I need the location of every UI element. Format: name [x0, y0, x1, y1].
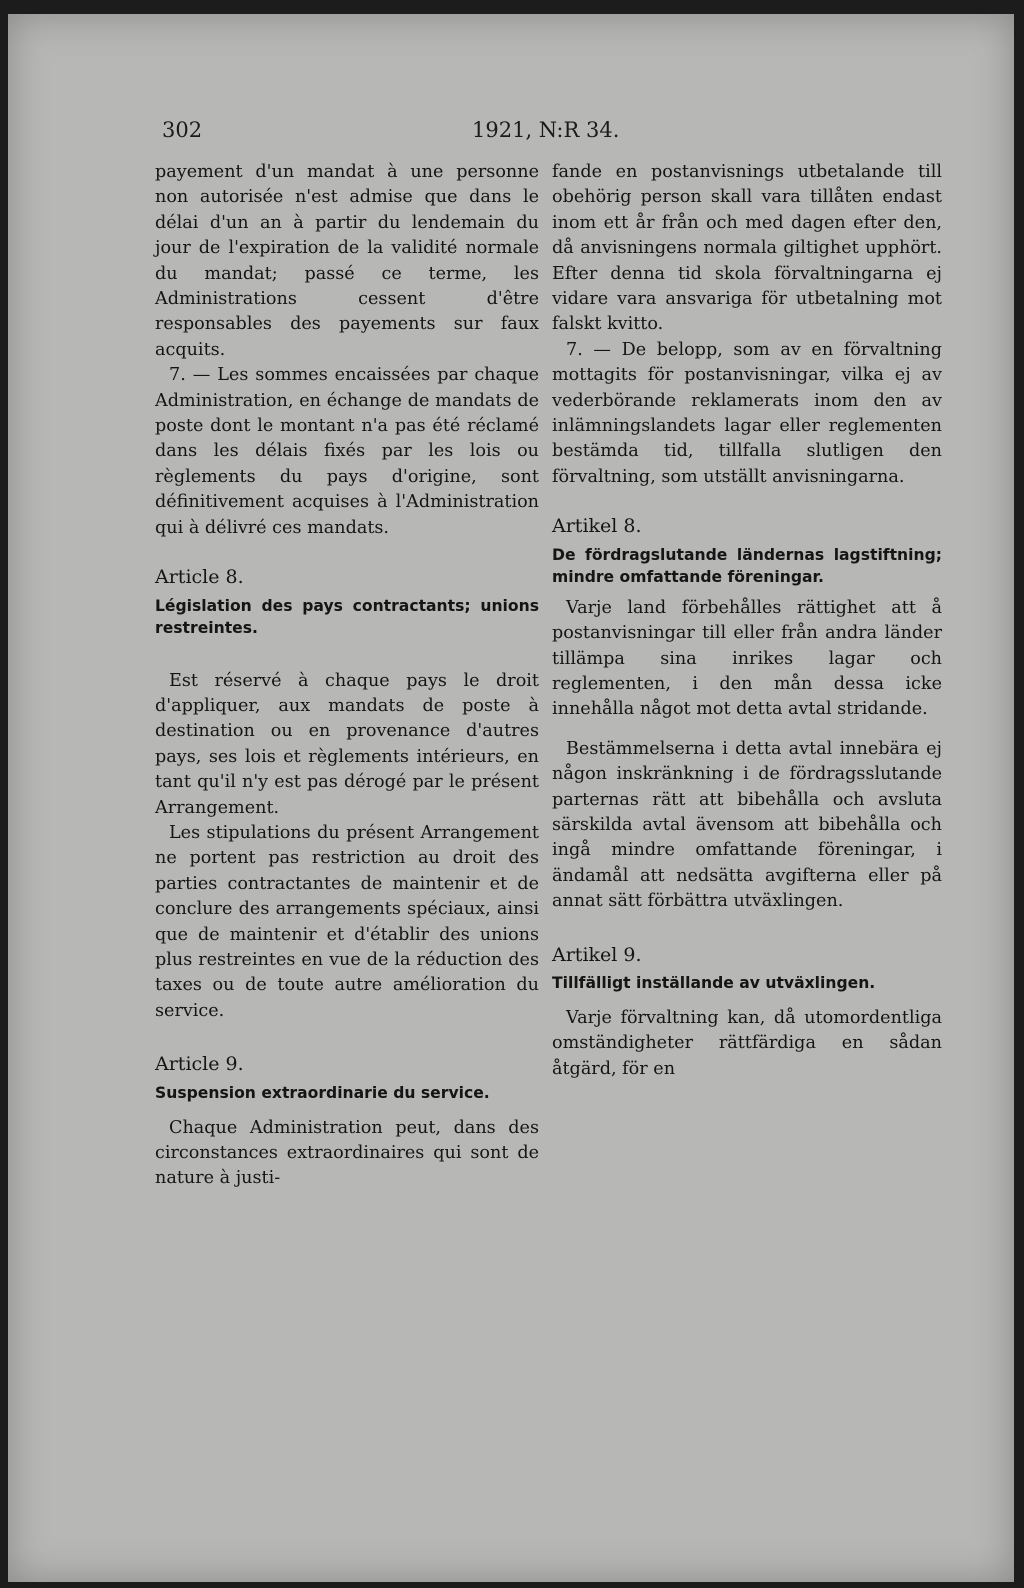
- article-heading: Artikel 8.: [552, 515, 642, 538]
- french-column: [155, 160, 539, 1192]
- article-heading: Artikel 9.: [552, 943, 642, 966]
- paragraph: Chaque Administration peut, dans des circonstances extraordinaires qui sont de nature à justi-: [155, 1117, 539, 1189]
- article-subheading: De fördragslutande ländernas lagstiftning; mindre omfattande föreningar.: [552, 545, 942, 586]
- paragraph: Bestämmelserna i detta avtal innebära ej någon inskränkning i de fördragsslutande parternas rätt att bibehålla och avsluta särskilda avtal ävensom att bibehålla och ingå mindre omfattande föreningar, i ändamål att nedsätta avgifterna eller på annat sätt förbättra utväxlingen.: [552, 738, 942, 912]
- page-header: [162, 118, 942, 148]
- paragraph: Est réservé à chaque pays le droit d'appliquer, aux mandats de poste à destination ou en provenance d'autres pays, ses lois et règlements intérieurs, en tant qu'il n'y est pas dérogé par le présent Arrangement.: [155, 670, 539, 818]
- page-number: 302: [162, 118, 203, 142]
- paragraph: Varje land förbehålles rättighet att å postanvisningar till eller från andra länder tillämpa sina inrikes lagar och reglementen, i den mån dessa icke innehålla något mot detta avtal stridande.: [552, 597, 942, 720]
- article-subheading: Législation des pays contractants; unions restreintes.: [155, 596, 539, 637]
- paragraph: Varje förvaltning kan, då utomordentliga omständigheter rättfärdiga en sådan åtgärd, för en: [552, 1007, 942, 1079]
- header-title: 1921, N:R 34.: [472, 118, 620, 142]
- article-heading: Article 9.: [155, 1053, 244, 1076]
- article-heading: Article 8.: [155, 566, 244, 589]
- paragraph: fande en postanvisnings utbetalande till obehörig person skall vara tillåten endast inom ett år från och med dagen efter den, då anvisningens normala giltighet upphört. Efter denna tid skola förvaltningarna ej vidare vara ansvariga för utbetalning mot falskt kvitto.: [552, 162, 942, 335]
- article-subheading: Tillfälligt inställande av utväxlingen.: [552, 973, 876, 992]
- paragraph: payement d'un mandat à une personne non autorisée n'est admise que dans le délai d'un an à partir du lendemain du jour de l'expiration de la validité normale du mandat; passé ce terme, les Administrations cessent d'être responsables des payements sur faux acquits.: [155, 162, 539, 360]
- paragraph: 7. — Les sommes encaissées par chaque Administration, en échange de mandats de poste dont le montant n'a pas été réclamé dans les délais fixés par les lois ou règlements du pays d'origine, sont définitivement acquises à l'Administration qui à délivré ces mandats.: [155, 365, 539, 538]
- swedish-column: [552, 160, 942, 1082]
- paragraph: Les stipulations du présent Arrangement ne portent pas restriction au droit des parties contractantes de maintenir et de conclure des arrangements spéciaux, ainsi que de maintenir et d'établir des unions plus restreintes en vue de la réduction des taxes ou de toute autre amélioration du service.: [155, 822, 539, 1021]
- paragraph: 7. — De belopp, som av en förvaltning mottagits för postanvisningar, vilka ej av vederbörande reklamerats inom den av inlämningslandets lagar eller reglementen bestämda tid, tillfalla slutligen den förvaltning, som utställt anvisningarna.: [552, 339, 942, 487]
- article-subheading: Suspension extraordinarie du service.: [155, 1083, 490, 1102]
